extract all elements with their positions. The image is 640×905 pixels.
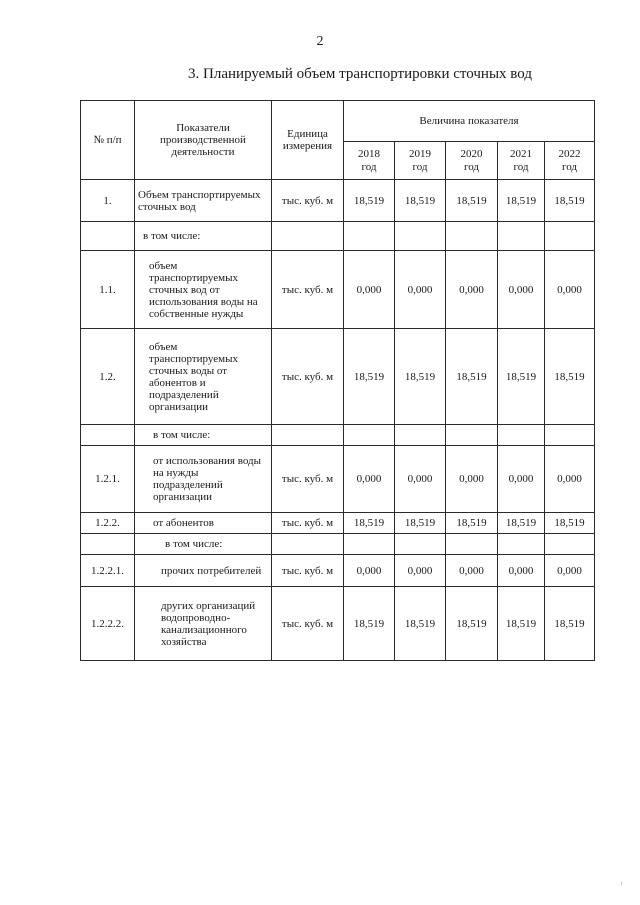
- row-indicator: от использования воды на нужды подразделений организации: [135, 446, 272, 513]
- row-num: [81, 534, 135, 555]
- header-num: № п/п: [81, 101, 135, 180]
- row-value: 18,519: [344, 513, 395, 534]
- row-value: 18,519: [344, 180, 395, 222]
- row-value: 18,519: [498, 587, 545, 661]
- row-num: [81, 425, 135, 446]
- row-value: 18,519: [498, 180, 545, 222]
- row-indicator: Объем транспортируемых сточных вод: [135, 180, 272, 222]
- row-unit: тыс. куб. м: [272, 446, 344, 513]
- transport-volume-table: [80, 100, 595, 661]
- row-value: 18,519: [344, 329, 395, 425]
- row-value: 0,000: [498, 446, 545, 513]
- header-indicator: Показатели производственной деятельности: [135, 101, 272, 180]
- row-indicator: от абонентов: [135, 513, 272, 534]
- row-value: 18,519: [344, 587, 395, 661]
- row-value: 18,519: [498, 329, 545, 425]
- row-value: [446, 534, 498, 555]
- row-indicator: в том числе:: [135, 534, 272, 555]
- row-value: 0,000: [344, 446, 395, 513]
- year-suffix: год: [463, 160, 480, 173]
- row-value: 0,000: [446, 555, 498, 587]
- row-value: 18,519: [545, 180, 595, 222]
- row-num: [81, 222, 135, 251]
- row-value: 18,519: [498, 513, 545, 534]
- row-value: [498, 534, 545, 555]
- row-num: 1.1.: [81, 251, 135, 329]
- row-value: [395, 534, 446, 555]
- table-row: [81, 222, 595, 251]
- year-number: 2022: [558, 147, 581, 160]
- table-row: [81, 425, 595, 446]
- row-unit: тыс. куб. м: [272, 555, 344, 587]
- row-value: 0,000: [498, 251, 545, 329]
- year-suffix: год: [361, 160, 377, 173]
- row-indicator: других организаций водопроводно-канализационного хозяйства: [135, 587, 272, 661]
- row-indicator: объем транспортируемых сточных воды от абонентов и подразделений организации: [135, 329, 272, 425]
- row-unit: [272, 534, 344, 555]
- year-number: 2020: [460, 147, 483, 160]
- header-unit: Единица измерения: [272, 101, 344, 180]
- page-number: 2: [316, 34, 324, 49]
- table-row: [81, 180, 595, 222]
- row-unit: [272, 425, 344, 446]
- row-value: [498, 425, 545, 446]
- row-value: 18,519: [446, 587, 498, 661]
- year-suffix: год: [513, 160, 529, 173]
- row-unit: тыс. куб. м: [272, 513, 344, 534]
- row-value: 0,000: [446, 446, 498, 513]
- row-value: 18,519: [395, 513, 446, 534]
- row-value: 18,519: [545, 513, 595, 534]
- row-unit: тыс. куб. м: [272, 587, 344, 661]
- row-num: 1.2.2.1.: [81, 555, 135, 587]
- row-indicator: объем транспортируемых сточных вод от использования воды на собственные нужды: [135, 251, 272, 329]
- header-year: [498, 142, 545, 180]
- year-number: 2018: [358, 147, 380, 160]
- row-value: [545, 222, 595, 251]
- row-value: 18,519: [446, 180, 498, 222]
- header-year: [395, 142, 446, 180]
- table-row: [81, 555, 595, 587]
- header-row-1: [81, 101, 595, 142]
- year-number: 2019: [409, 147, 431, 160]
- header-value-group: Величина показателя: [344, 101, 595, 142]
- row-value: [395, 222, 446, 251]
- header-year: [545, 142, 595, 180]
- year-suffix: год: [561, 160, 578, 173]
- row-value: [498, 222, 545, 251]
- row-value: 0,000: [344, 251, 395, 329]
- row-unit: тыс. куб. м: [272, 251, 344, 329]
- row-indicator: прочих потребителей: [135, 555, 272, 587]
- table-row: [81, 251, 595, 329]
- row-value: 0,000: [446, 251, 498, 329]
- row-value: [344, 222, 395, 251]
- row-num: 1.2.: [81, 329, 135, 425]
- row-value: 0,000: [395, 555, 446, 587]
- row-value: 0,000: [545, 251, 595, 329]
- header-year: [446, 142, 498, 180]
- row-num: 1.: [81, 180, 135, 222]
- year-number: 2021: [510, 147, 532, 160]
- table-row: [81, 513, 595, 534]
- table-row: [81, 587, 595, 661]
- row-value: 18,519: [446, 329, 498, 425]
- row-value: [446, 425, 498, 446]
- row-unit: тыс. куб. м: [272, 180, 344, 222]
- row-value: 18,519: [395, 329, 446, 425]
- row-value: [545, 534, 595, 555]
- row-value: [344, 425, 395, 446]
- header-year: [344, 142, 395, 180]
- table-row: [81, 329, 595, 425]
- table-row: [81, 446, 595, 513]
- document-title: 3. Планируемый объем транспортировки сточных вод: [188, 66, 532, 82]
- row-value: 0,000: [545, 555, 595, 587]
- row-num: 1.2.1.: [81, 446, 135, 513]
- row-value: 0,000: [344, 555, 395, 587]
- row-value: 18,519: [545, 329, 595, 425]
- row-value: 18,519: [545, 587, 595, 661]
- table-row: [81, 534, 595, 555]
- year-suffix: год: [412, 160, 428, 173]
- row-value: 0,000: [395, 251, 446, 329]
- row-indicator: в том числе:: [135, 222, 272, 251]
- row-value: 0,000: [395, 446, 446, 513]
- row-num: 1.2.2.2.: [81, 587, 135, 661]
- row-value: 0,000: [498, 555, 545, 587]
- row-value: [545, 425, 595, 446]
- row-value: [395, 425, 446, 446]
- row-indicator: в том числе:: [135, 425, 272, 446]
- scan-artifact: [621, 882, 622, 885]
- row-value: 18,519: [395, 587, 446, 661]
- row-unit: тыс. куб. м: [272, 329, 344, 425]
- row-value: 18,519: [446, 513, 498, 534]
- row-unit: [272, 222, 344, 251]
- row-value: [344, 534, 395, 555]
- row-value: 0,000: [545, 446, 595, 513]
- row-value: [446, 222, 498, 251]
- row-num: 1.2.2.: [81, 513, 135, 534]
- row-value: 18,519: [395, 180, 446, 222]
